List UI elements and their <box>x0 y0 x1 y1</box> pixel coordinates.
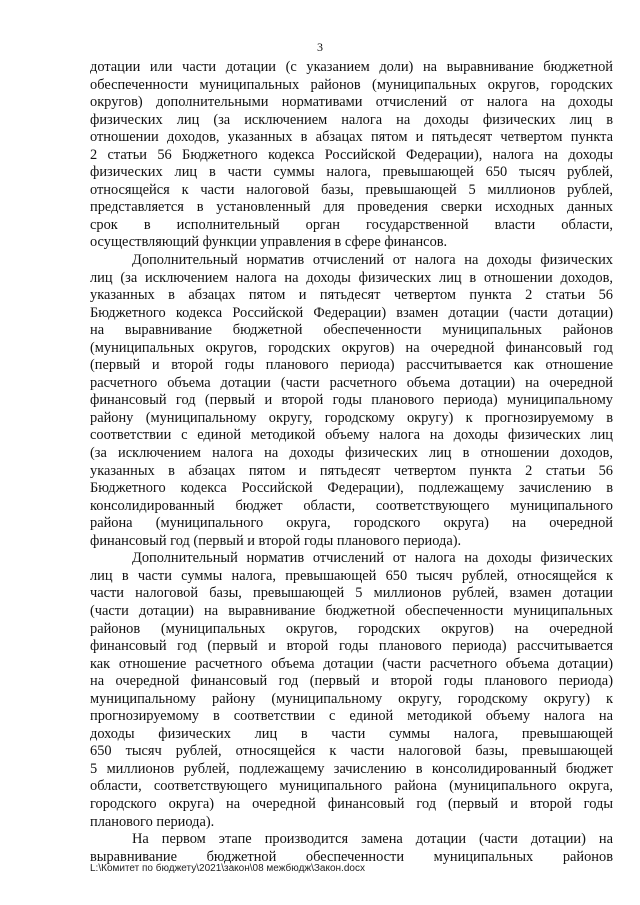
text-line: области, соответствующего муниципального района (муниципального округа, <box>90 778 613 795</box>
text-line: Дополнительный норматив отчислений от налога на доходы физических <box>132 550 613 567</box>
text-line: городского округа) на очередной финансовый год (первый и второй годы <box>90 795 613 812</box>
text-line: на очередной финансовый год (первый и второй годы планового периода) <box>90 673 613 690</box>
text-line: На первом этапе производится замена дотации (части дотации) на <box>132 831 613 848</box>
text-line: доходы физических лиц в части суммы налога, превышающей <box>90 725 613 742</box>
text-line: выравнивание бюджетной обеспеченности муниципальных районов <box>90 848 613 865</box>
text-line: срок в исполнительный орган государственной власти области, <box>90 216 613 233</box>
text-line: округов) дополнительными нормативами отчислений от налога на доходы <box>90 94 613 111</box>
text-line: району (муниципальному округу, городскому округу) к прогнозируемому в <box>90 409 613 426</box>
text-line: представляется в установленный для проведения сверки исходных данных <box>90 199 613 216</box>
text-line: указанных в абзацах пятом и пятьдесят четвертом пункта 2 статьи 56 <box>90 287 613 304</box>
text-line: финансовый год (первый и второй годы планового периода) рассчитывается <box>90 638 613 655</box>
text-line: прогнозируемому в соответствии с единой методикой объему налога на <box>90 708 613 725</box>
text-line: на выравнивание бюджетной обеспеченности муниципальных районов <box>90 322 613 339</box>
text-line: Дополнительный норматив отчислений от налога на доходы физических <box>132 252 613 269</box>
text-line: физических лиц (за исключением налога на доходы физических лиц в <box>90 111 613 128</box>
text-line: Бюджетного кодекса Российской Федерации), подлежащему зачислению в <box>90 480 613 497</box>
text-line: (муниципальных округов, городских округов) на очередной финансовый год <box>90 339 613 356</box>
paragraph <box>90 59 613 252</box>
text-line: планового периода). <box>90 813 215 830</box>
page-number: 3 <box>317 40 323 54</box>
text-line: финансовый год (первый и второй годы планового периода). <box>90 532 462 549</box>
text-line: обеспеченности муниципальных районов (муниципальных округов, городских <box>90 76 613 93</box>
text-line: физических лиц в части суммы налога, превышающей 650 тысяч рублей, <box>90 164 613 181</box>
paragraph <box>90 252 613 550</box>
text-line: финансовый год (первый и второй годы планового периода) муниципальному <box>90 392 613 409</box>
text-line: 5 миллионов рублей, подлежащему зачислению в консолидированный бюджет <box>90 760 613 777</box>
text-line: (за исключением налога на доходы физических лиц в отношении доходов, <box>90 445 613 462</box>
text-line: (части дотации) на выравнивание бюджетной обеспеченности муниципальных <box>90 602 613 619</box>
text-line: дотации или части дотации (с указанием доли) на выравнивание бюджетной <box>90 59 613 75</box>
text-line: как отношение расчетного объема дотации (части расчетного объема дотации) <box>90 655 613 672</box>
text-line: района (муниципального округа, городского округа) на очередной <box>90 515 613 532</box>
text-line: муниципальному району (муниципальному округу, городскому округу) к <box>90 690 613 707</box>
text-line: лиц в части суммы налога, превышающей 650 тысяч рублей, относящейся к <box>90 567 613 584</box>
text-line: (первый и второй годы планового периода) рассчитывается как отношение <box>90 357 613 374</box>
text-line: отношении доходов, указанных в абзацах пятом и пятьдесят четвертом пункта <box>90 129 613 146</box>
text-line: 650 тысяч рублей, относящейся к части налоговой базы, превышающей <box>90 743 613 760</box>
text-line: указанных в абзацах пятом и пятьдесят четвертом пункта 2 статьи 56 <box>90 462 613 479</box>
text-line: относящейся к части налоговой базы, превышающей 5 миллионов рублей, <box>90 181 613 198</box>
text-line: части налоговой базы, превышающей 5 миллионов рублей, взамен дотации <box>90 585 613 602</box>
paragraph <box>90 550 613 831</box>
text-line: Бюджетного кодекса Российской Федерации) взамен дотации (части дотации) <box>90 304 613 321</box>
text-line: лиц (за исключением налога на доходы физических лиц в отношении доходов, <box>90 269 613 286</box>
text-line: соответствии с единой методикой объему налога на доходы физических лиц <box>90 427 613 444</box>
text-line: районов (муниципальных округов, городских округов) на очередной <box>90 620 613 637</box>
text-line: осуществляющий функции управления в сфере финансов. <box>90 234 448 251</box>
document-body <box>90 59 613 866</box>
paragraph <box>90 831 613 866</box>
text-line: консолидированный бюджет области, соответствующего муниципального <box>90 497 613 514</box>
text-line: расчетного объема дотации (части расчетного объема дотации) на очередной <box>90 374 613 391</box>
file-path-footer: L:\Комитет по бюджету\2021\закон\08 межбюдж\Закон.docx <box>90 863 365 874</box>
text-line: 2 статьи 56 Бюджетного кодекса Российской Федерации), налога на доходы <box>90 146 613 163</box>
